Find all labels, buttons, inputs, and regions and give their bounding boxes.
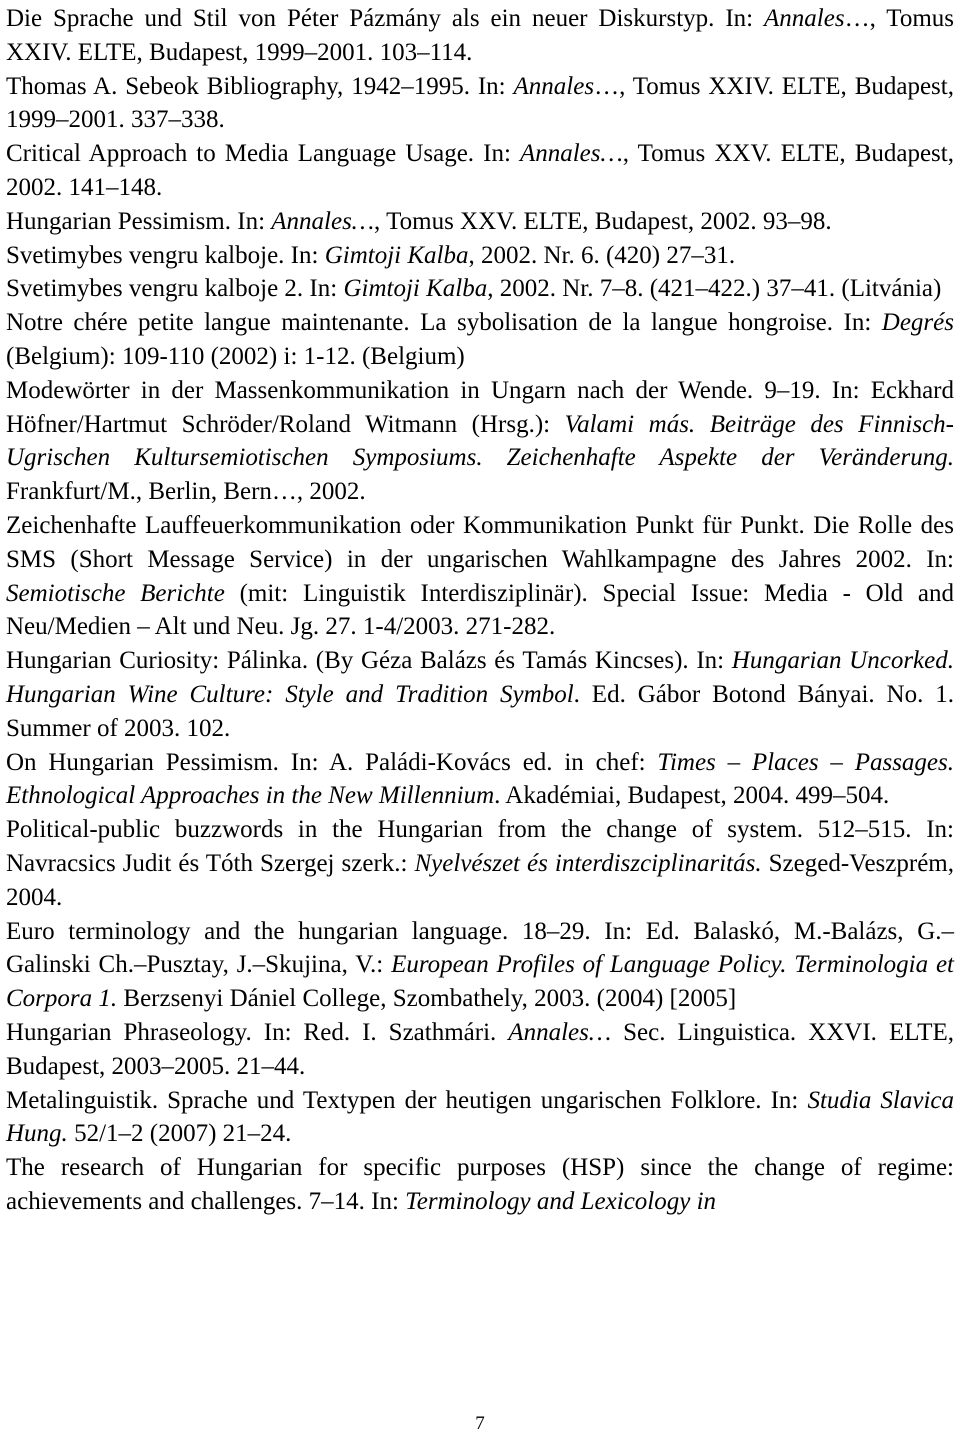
entry-text: The research of Hungarian for specific purposes (HSP) since the change of regime: achievements and challenges. 7–14. In: [6, 1154, 954, 1215]
entry-text: Frankfurt/M., Berlin, Bern…, 2002. [6, 478, 366, 506]
bibliography-entry [6, 306, 954, 374]
entry-text: , 2002. Nr. 6. (420) 27–31. [468, 241, 736, 269]
bibliography-entry [6, 746, 954, 814]
entry-text: Critical Approach to Media Language Usage. In: [6, 140, 520, 168]
bibliography-entry [6, 2, 954, 70]
bibliography-entry [6, 70, 954, 138]
page-number: 7 [475, 1413, 485, 1434]
entry-text: Hungarian Pessimism. In: [6, 207, 272, 235]
entry-italic-text: Annales… [508, 1018, 612, 1046]
bibliography-entry [6, 1084, 954, 1152]
entry-text: (mit: Linguistik Interdisziplinär). Special Issue: Media - Old and Neu/Medien – Alt und Neu. Jg. 27. 1-4/2003. 271-282. [6, 579, 954, 641]
entry-italic-text: Degrés [881, 309, 954, 337]
entry-text: Political-public buzzwords in the Hungarian from the change of system. 512–515. In: Navracsics Judit és Tóth Szergej szerk.: [6, 816, 954, 877]
entry-text: . Akadémiai, Budapest, 2004. 499–504. [494, 782, 890, 810]
entry-text: Zeichenhafte Lauffeuerkommunikation oder Kommunikation Punkt für Punkt. Die Rolle des SMS (Short Message Service) in der ungarischen Wahlkampagne des Jahres 2002. In: [6, 511, 954, 573]
entry-text: …, Tomus XXIV. ELTE, Budapest, 1999–2001. 337–338. [6, 72, 954, 134]
bibliography-entry [6, 915, 954, 1016]
entry-text: …, Tomus XXIV. ELTE, Budapest, 1999–2001. 103–114. [6, 5, 954, 66]
bibliography-entry [6, 374, 954, 509]
entry-text: On Hungarian Pessimism. In: A. Paládi-Kovács ed. in chef: [6, 748, 658, 776]
entry-italic-text: Gimtoji Kalba [343, 275, 488, 303]
entry-text: Metalinguistik. Sprache und Textypen der heutigen ungarischen Folklore. In: [6, 1086, 808, 1114]
entry-italic-text: Annales… [519, 140, 623, 168]
entry-italic-text: Valami más. Beiträge des Finnisch-Ugrischen Kultursemiotischen Symposiums. Zeichenhafte Aspekte der Veränderung. [6, 410, 954, 472]
entry-text: , Tomus XXV. ELTE, Budapest, 2002. 93–98. [374, 207, 832, 235]
entry-italic-text: Annales [764, 5, 845, 32]
entry-text: Sec. Linguistica. XXVI. ELTE, Budapest, 2003–2005. 21–44. [6, 1018, 954, 1080]
entry-text: Hungarian Curiosity: Pálinka. (By Géza Balázs és Tamás Kincses). In: [6, 647, 732, 675]
entry-text: Die Sprache und Stil von Péter Pázmány als ein neuer Diskurstyp. In: [6, 5, 765, 32]
bibliography-entry [6, 137, 954, 205]
bibliography-entry [6, 1151, 954, 1219]
entry-text: Berzsenyi Dániel College, Szombathely, 2003. (2004) [2005] [117, 985, 737, 1013]
entry-italic-text: Terminology and Lexicology in [405, 1187, 717, 1215]
entry-text: 52/1–2 (2007) 21–24. [67, 1120, 292, 1148]
entry-italic-text: Hungarian Uncorked. Hungarian Wine Culture: Style and Tradition Symbol [6, 647, 954, 708]
entry-text: , 2002. Nr. 7–8. (421–422.) 37–41. (Litvánia) [487, 275, 942, 303]
entry-text: Modewörter in der Massenkommunikation in Ungarn nach der Wende. 9–19. In: Eckhard Höfner/Hartmut Schröder/Roland Witmann (Hrsg.): [6, 376, 954, 438]
entry-text: Svetimybes vengru kalboje 2. In: [6, 275, 344, 303]
entry-italic-text: European Profiles of Language Policy. Terminologia et Corpora 1. [6, 951, 954, 1013]
entry-italic-text: Studia Slavica Hung. [6, 1086, 954, 1148]
entry-text: Euro terminology and the hungarian language. 18–29. In: Ed. Balaskó, M.-Balázs, G.–Galinski Ch.–Pusztay, J.–Skujina, V.: [6, 917, 954, 979]
entry-italic-text: Times – Places – Passages. Ethnological Approaches in the New Millennium [6, 748, 954, 810]
bibliography-entry [6, 272, 954, 306]
bibliography-entry [6, 509, 954, 644]
entry-text: Thomas A. Sebeok Bibliography, 1942–1995. In: [6, 72, 514, 100]
entry-text: (Belgium): 109-110 (2002) i: 1-12. (Belgium) [6, 342, 465, 370]
bibliography-list [6, 2, 954, 1219]
entry-text: Notre chére petite langue maintenante. La sybolisation de la langue hongroise. In: [6, 309, 882, 337]
entry-italic-text: Gimtoji Kalba [324, 241, 469, 269]
bibliography-entry [6, 239, 954, 273]
entry-text: Szeged-Veszprém, 2004. [6, 849, 954, 911]
bibliography-entry [6, 1016, 954, 1084]
entry-text: . Ed. Gábor Botond Bányai. No. 1. Summer of 2003. 102. [6, 680, 955, 742]
entry-italic-text: Nyelvészet és interdiszciplinaritás. [414, 849, 762, 877]
entry-italic-text: Annales [513, 72, 595, 100]
entry-italic-text: Annales… [271, 207, 375, 235]
bibliography-entry [6, 205, 954, 239]
entry-text: , Tomus XXV. ELTE, Budapest, 2002. 141–148. [6, 140, 954, 201]
entry-italic-text: Semiotische Berichte [6, 579, 225, 607]
bibliography-entry [6, 813, 954, 914]
document-page [6, 0, 954, 1436]
entry-text: Hungarian Phraseology. In: Red. I. Szathmári. [6, 1018, 509, 1046]
entry-text: Svetimybes vengru kalboje. In: [6, 241, 325, 269]
bibliography-entry [6, 644, 954, 745]
